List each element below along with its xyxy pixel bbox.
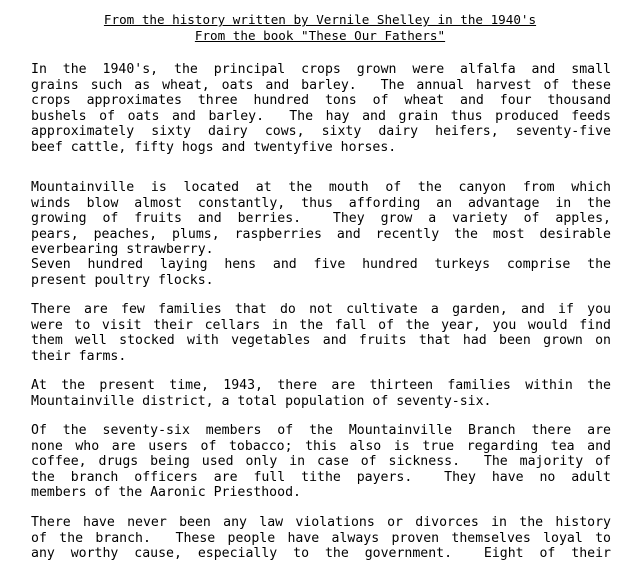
text-line: the branch officers are full tithe payers. They have no adult — [31, 469, 611, 485]
paragraph-population — [31, 378, 611, 409]
text-line: Of the seventy-six members of the Mountainville Branch there are — [31, 423, 611, 438]
paragraph-gardens — [31, 302, 611, 364]
paragraph-branch-members — [31, 423, 611, 501]
text-line: none who are users of tobacco; this also is true regarding tea and — [31, 438, 611, 454]
paragraph-poultry — [31, 257, 611, 288]
text-line: growing of fruits and berries. They grow a variety of apples, — [31, 211, 611, 227]
paragraph-history — [31, 515, 611, 562]
text-line: At the present time, 1943, there are thirteen families within the — [31, 378, 611, 393]
text-line: In the 1940's, the principal crops grown were alfalfa and small — [31, 62, 611, 77]
text-line: present poultry flocks. — [31, 272, 214, 288]
text-line: crops approximates three hundred tons of wheat and four thousand — [31, 93, 611, 109]
text-line: grains such as wheat, oats and barley. The annual harvest of these — [31, 77, 611, 93]
text-line: beef cattle, fifty hogs and twentyfive horses. — [31, 139, 397, 155]
text-line: of the branch. These people have always proven themselves loyal to — [31, 530, 611, 546]
text-line: Seven hundred laying hens and five hundred turkeys comprise the — [31, 257, 611, 272]
text-line: There have never been any law violations or divorces in the history — [31, 515, 611, 530]
header-attribution: From the history written by Vernile Shelley in the 1940's — [103, 12, 537, 27]
text-line: bushels of oats and barley. The hay and grain thus produced feeds — [31, 108, 611, 124]
text-line: everbearing strawberry. — [31, 242, 214, 258]
paragraph-crops — [31, 62, 611, 156]
text-line: any worthy cause, especially to the government. Eight of their — [31, 546, 611, 562]
text-line: approximately sixty dairy cows, sixty dairy heifers, seventy-five — [31, 124, 611, 140]
text-line: pears, peaches, plums, raspberries and recently the most desirable — [31, 226, 611, 242]
text-line: winds blow almost constantly, thus affording an advantage in the — [31, 195, 611, 211]
text-line: coffee, drugs being used only in case of sickness. The majority of — [31, 454, 611, 470]
header-book-title: From the book "These Our Fathers" — [194, 28, 446, 43]
text-line: members of the Aaronic Priesthood. — [31, 485, 301, 501]
text-line: them well stocked with vegetables and fruits that had been grown on — [31, 333, 611, 349]
text-line: Mountainville is located at the mouth of the canyon from which — [31, 180, 611, 195]
text-line: There are few families that do not cultivate a garden, and if you — [31, 302, 611, 317]
paragraph-fruits — [31, 180, 611, 258]
text-line: Mountainville district, a total population of seventy-six. — [31, 393, 492, 409]
text-line: were to visit their cellars in the fall of the year, you would find — [31, 317, 611, 333]
text-line: their farms. — [31, 348, 127, 364]
